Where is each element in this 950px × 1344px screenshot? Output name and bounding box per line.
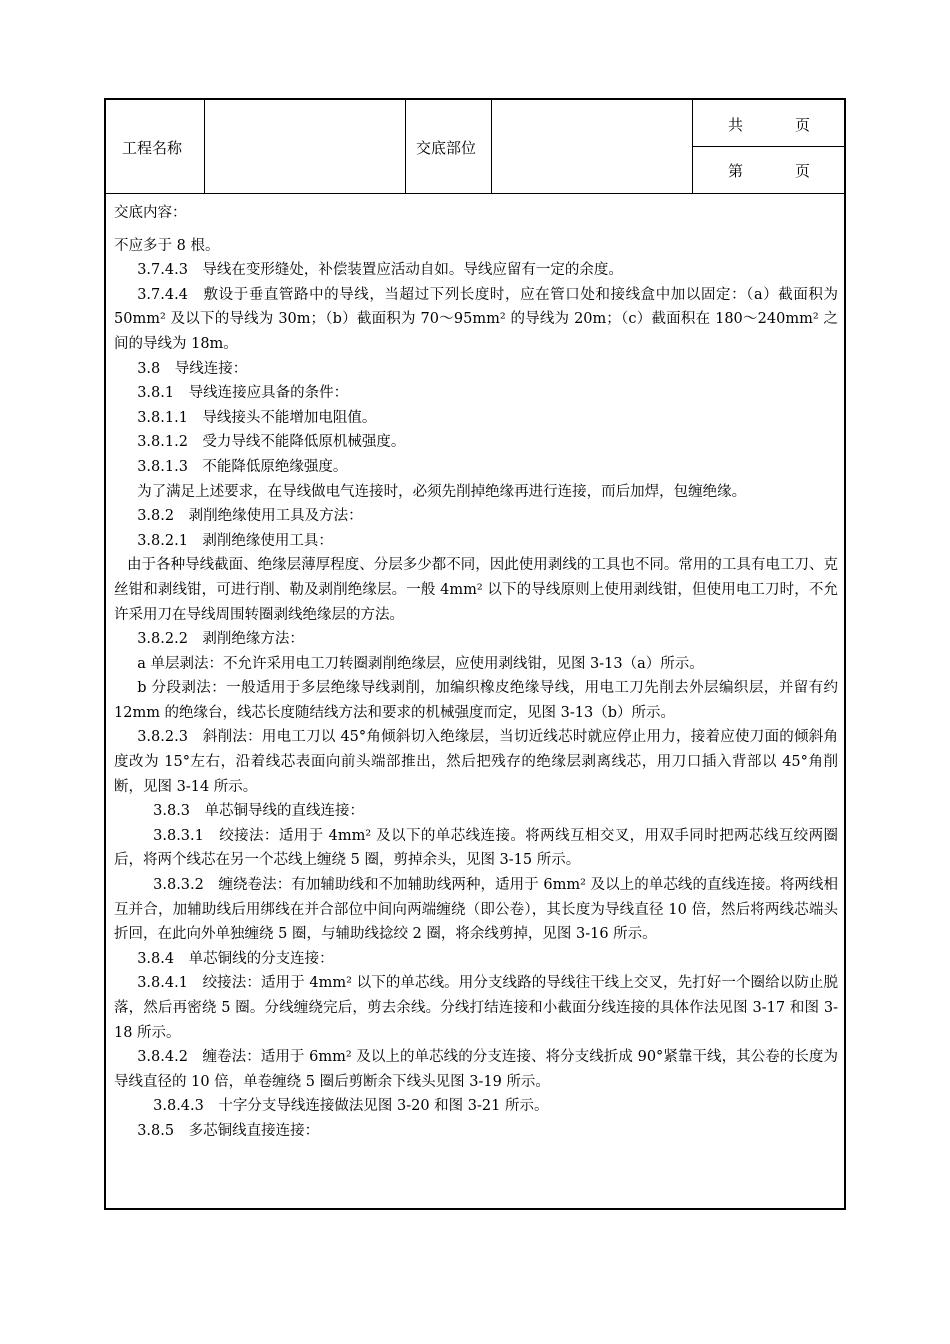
paragraph: 3.8.5 多芯铜线直接连接：: [137, 1122, 320, 1139]
paragraph: 为了满足上述要求，在导线做电气连接时，必须先削掉绝缘再进行连接，而后加焊，包缠绝缘。: [137, 483, 747, 500]
divider: [692, 146, 844, 147]
paragraph: 3.7.4.4 敷设于垂直管路中的导线，当超过下列长度时，应在管口处和接线盒中加以固定：（a）截面积为 50mm² 及以下的导线为 30m；（b）截面积为 70～95mm² 的导线为 20m；（c）截面积在 180～240mm² 之间的导线为 18m。: [114, 286, 838, 352]
paragraph: 3.8.3.1 绞接法：适用于 4mm² 及以下的单芯线连接。将两线互相交叉，用双手同时把两芯线互绞两圈后，将两个线芯在另一个芯线上缠绕 5 圈，剪掉余头，见图 3-15 所示。: [114, 827, 838, 869]
paragraph: 3.8.2.3 斜削法：用电工刀以 45°角倾斜切入绝缘层，当切近线芯时就应停止用力，接着应使刀面的倾斜角度改为 15°左右，沿着线芯表面向前头端部推出，然后把残存的绝缘层剥离线芯，用刀口插入背部以 45°角削断，见图 3-14 所示。: [114, 729, 838, 795]
disclosure-content: [114, 201, 838, 1144]
paragraph: a 单层剥法：不允许采用电工刀转圈剥削绝缘层，应使用剥线钳，见图 3-13（a）所示。: [137, 655, 704, 672]
paragraph: 3.8.4 单芯铜线的分支连接：: [137, 950, 334, 967]
paragraph: 3.8.4.1 绞接法：适用于 4mm² 以下的单芯线。用分支线路的导线往干线上交叉，先打好一个圈给以防止脱落，然后再密绕 5 圈。分线缠绕完后，剪去余线。分线打结连接和小截面分线连接的具体作法见图 3-17 和图 3-18 所示。: [114, 975, 838, 1041]
paragraph: 3.8.1.2 受力导线不能降低原机械强度。: [137, 434, 406, 451]
content-title: 交底内容：: [114, 205, 187, 221]
disclosure-form: [104, 98, 846, 1210]
total-pages-label: 共: [728, 116, 744, 134]
paragraph: 3.8.4.2 缠卷法：适用于 6mm² 及以上的单芯线的分支连接、将分支线折成 90°紧靠干线，其公卷的长度为导线直径的 10 倍，单卷缠绕 5 圈后剪断余下线头见图 3-19 所示。: [114, 1049, 838, 1090]
paragraph: 3.8.2.1 剥削绝缘使用工具：: [137, 532, 333, 549]
divider: [204, 100, 205, 193]
paragraph: 3.8.1.1 导线接头不能增加电阻值。: [137, 409, 377, 426]
paragraph: 3.7.4.3 导线在变形缝处，补偿装置应活动自如。导线应留有一定的余度。: [137, 262, 623, 279]
paragraph: b 分段剥法：一般适用于多层绝缘导线剥削，加编织橡皮绝缘导线，用电工刀先削去外层编织层，并留有约 12mm 的绝缘台，线芯长度随结线方法和要求的机械强度而定，见图 3-13（b）所示。: [114, 680, 838, 721]
paragraph: 由于各种导线截面、绝缘层薄厚程度、分层多少都不同，因此使用剥线的工具也不同。常用的工具有电工刀、克丝钳和剥线钳，可进行削、勒及剥削绝缘层。一般 4mm² 以下的导线原则上使用剥线钳，但使用电工刀时，不允许采用刀在导线周围转圈剥线绝缘层的方法。: [114, 557, 838, 623]
paragraph: 不应多于 8 根。: [114, 237, 220, 254]
total-pages-unit: 页: [795, 116, 811, 134]
paragraph: 3.8.3.2 缠绕卷法：有加辅助线和不加辅助线两种，适用于 6mm² 及以上的单芯线的直线连接。将两线相互并合，加辅助线后用绑线在并合部位中间向两端缠绕（即公卷），其长度为导线直径 10 倍，然后将两线芯端头折回，在此向外单独缠绕 5 圈，与辅助线捻绞 2 圈，将余线剪掉，见图 3-16 所示。: [114, 877, 838, 943]
project-name-label: 工程名称: [122, 139, 183, 157]
paragraph: 3.8.2.2 剥削绝缘方法：: [137, 631, 304, 648]
page-number-label: 第: [728, 162, 744, 180]
form-header: [106, 100, 844, 194]
paragraph: 3.8.2 剥削绝缘使用工具及方法：: [137, 508, 363, 525]
paragraph: 3.8 导线连接：: [137, 360, 248, 377]
page-number-unit: 页: [795, 162, 811, 180]
paragraph: 3.8.3 单芯铜导线的直线连接：: [153, 803, 365, 820]
disclosure-part-label: 交底部位: [416, 139, 477, 157]
paragraph: 3.8.4.3 十字分支导线连接做法见图 3-20 和图 3-21 所示。: [153, 1098, 549, 1115]
paragraph: 3.8.1.3 不能降低原绝缘强度。: [137, 458, 348, 475]
divider: [405, 100, 406, 193]
divider: [491, 100, 492, 193]
paragraph: 3.8.1 导线连接应具备的条件：: [137, 385, 349, 402]
